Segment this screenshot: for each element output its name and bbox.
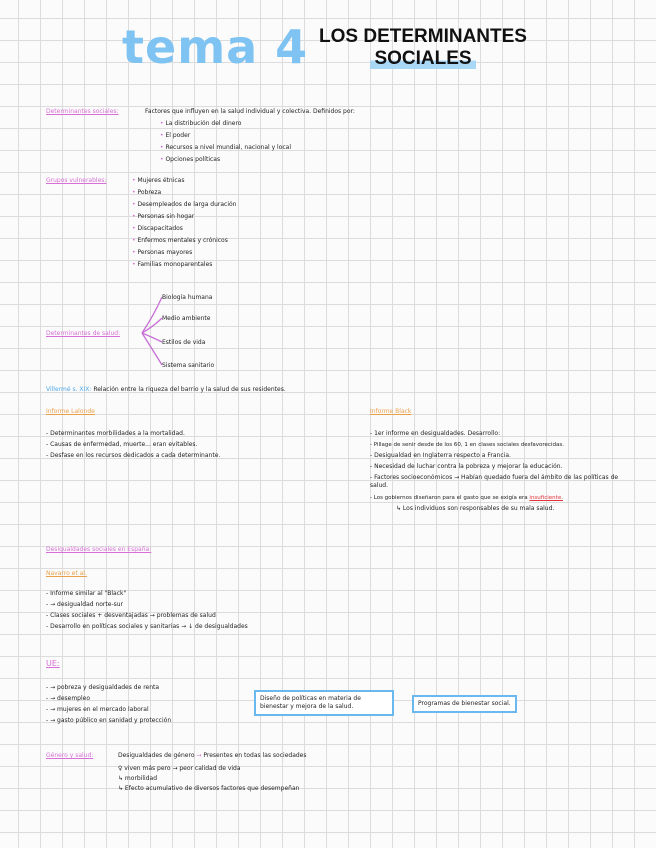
insuficiente-highlight: insuficiente. bbox=[529, 495, 563, 501]
lalonde-label: Informe Lalonde bbox=[46, 408, 95, 415]
desig-label: Desigualdades sociales en España: bbox=[46, 546, 152, 553]
list-item: - Desfase en los recursos dedicados a cada determinante. bbox=[46, 452, 221, 459]
list-item: • El poder bbox=[160, 132, 191, 139]
list-item: - → gasto público en sanidad y protección bbox=[46, 717, 172, 724]
det-salud-label: Determinantes de salud: bbox=[46, 330, 121, 337]
title-line-1: LOS DETERMINANTES bbox=[319, 26, 527, 47]
black-sub: ↳ Los individuos son responsables de su mala salud. bbox=[396, 505, 555, 512]
ue-label: UE: bbox=[46, 659, 60, 668]
det-sociales-label: Determinantes sociales: bbox=[46, 108, 119, 115]
list-item: • Opciones políticas bbox=[160, 156, 221, 163]
list-item: - → mujeres en el mercado laboral bbox=[46, 706, 149, 713]
desig-list bbox=[46, 590, 248, 634]
genero-list bbox=[118, 765, 299, 795]
list-item: - Factores socioeconómicos → Habían quedado fuera del ámbito de las políticas de salud. bbox=[370, 474, 619, 489]
grupos-list bbox=[132, 177, 236, 273]
list-item: - Desigualdad en Inglaterra respecto a Francia. bbox=[370, 452, 511, 459]
title-tema: tema 4 bbox=[122, 20, 309, 74]
list-item: - Los gobiernos diseñaron para el gasto que se exigía era insuficiente. bbox=[370, 495, 563, 501]
ue-box-programas: Programas de bienestar social. bbox=[412, 695, 517, 713]
list-item: ↳ morbilidad bbox=[118, 775, 158, 782]
list-item: • Personas mayores bbox=[132, 249, 193, 256]
grupos-label: Grupos vulnerables: bbox=[46, 177, 107, 184]
det-salud-branch-2: Medio ambiente bbox=[162, 315, 211, 322]
branch-line bbox=[142, 297, 162, 333]
list-item: - → pobreza y desigualdades de renta bbox=[46, 684, 160, 691]
list-item: - Pillage de senir desde de los 60, 1 en clases sociales desfavorecidas. bbox=[370, 442, 564, 448]
genero-label: Género y salud: bbox=[46, 752, 94, 759]
list-item: • Desempleados de larga duración bbox=[132, 201, 237, 208]
lalonde-list bbox=[46, 430, 220, 463]
black-label: Informe Black bbox=[370, 408, 412, 415]
villerme-label: Villermé s. XIX: bbox=[46, 386, 92, 393]
list-item: ↳ Efecto acumulativo de diversos factores que desempeñan bbox=[118, 785, 300, 792]
branch-line bbox=[142, 318, 162, 333]
det-salud-branch-1: Biología humana bbox=[162, 294, 213, 301]
list-item: • Recursos a nivel mundial, nacional y local bbox=[160, 144, 292, 151]
list-item: - Determinantes morbilidades a la mortalidad. bbox=[46, 430, 185, 437]
villerme-line bbox=[46, 386, 286, 394]
genero-line1: Desigualdades de género → Presentes en todas las sociedades bbox=[118, 752, 307, 759]
list-item: - Necesidad de luchar contra la pobreza y mejorar la educación. bbox=[370, 463, 563, 470]
det-sociales-list bbox=[160, 120, 291, 168]
list-item: - → desempleo bbox=[46, 695, 91, 702]
list-item: • Personas sin hogar bbox=[132, 213, 195, 220]
list-item: • Pobreza bbox=[132, 189, 162, 196]
ue-box-politicas: Diseño de políticas en materia de bienestar y mejora de la salud. bbox=[254, 690, 394, 716]
list-item: - Informe similar al "Black" bbox=[46, 590, 127, 597]
title-main bbox=[318, 26, 528, 70]
det-sociales-intro: Factores que influyen en la salud individual y colectiva. Definidos por: bbox=[145, 108, 355, 115]
villerme-text: Relación entre la riqueza del barrio y la salud de sus residentes. bbox=[93, 386, 286, 393]
det-salud-branch-3: Estilos de vida bbox=[162, 339, 206, 346]
list-item: - Desarrollo en políticas sociales y sanitarias → ↓ de desigualdades bbox=[46, 623, 248, 630]
list-item: - Causas de enfermedad, muerte... eran evitables. bbox=[46, 441, 198, 448]
list-item: • Mujeres étnicas bbox=[132, 177, 185, 184]
list-item: - → desigualdad norte-sur bbox=[46, 601, 124, 608]
list-item: - Clases sociales + desventajadas → problemas de salud bbox=[46, 612, 216, 619]
list-item: - 1er informe en desigualdades. Desarrollo: bbox=[370, 430, 501, 437]
list-item: • Enfermos mentales y crónicos bbox=[132, 237, 228, 244]
black-list bbox=[370, 430, 632, 513]
navarro-label: Navarro et al. bbox=[46, 570, 87, 577]
ue-list bbox=[46, 684, 171, 728]
title-line-2: SOCIALES bbox=[370, 48, 475, 69]
det-salud-branches bbox=[140, 290, 170, 370]
list-item: ♀ viven más pero → peor calidad de vida bbox=[118, 765, 241, 772]
det-salud-branch-4: Sistema sanitario bbox=[162, 362, 215, 369]
list-item: • La distribución del dinero bbox=[160, 120, 242, 127]
list-item: • Discapacitados bbox=[132, 225, 183, 232]
list-item: • Familias monoparentales bbox=[132, 261, 213, 268]
